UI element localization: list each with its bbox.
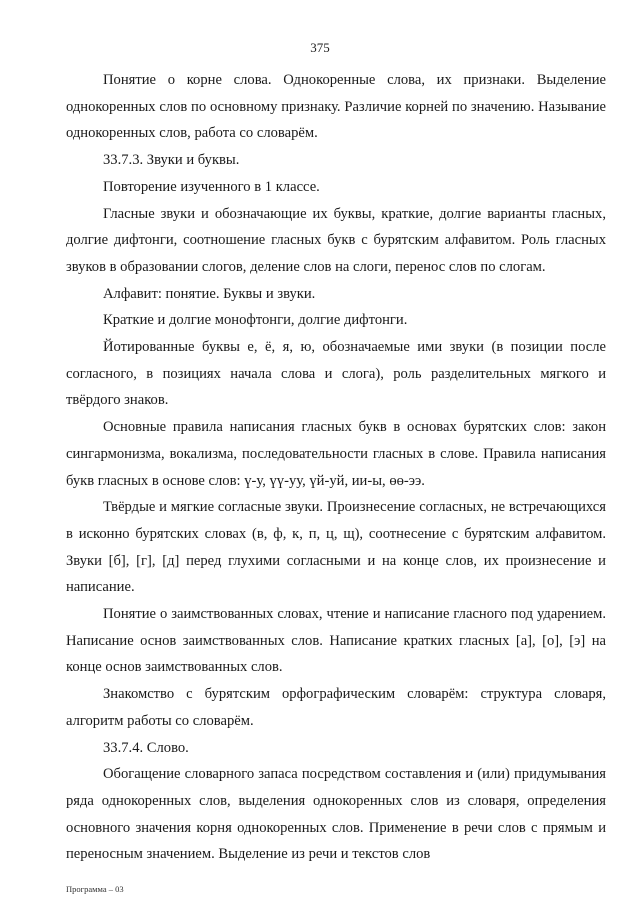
paragraph-root-concept: Понятие о корне слова. Однокоренные слова, их признаки. Выделение однокоренных слов по основному признаку. Различие корней по значению. Называние однокоренных слов, работа со словарём.	[66, 72, 606, 142]
page-number: 375	[310, 40, 330, 55]
paragraph-vocabulary: Обогащение словарного запаса посредством составления и (или) придумывания ряда однокоренных слов, выделения однокоренных слов из словаря, определения основного значения корня однокоренных слов. Применение в речи слов с прямым и переносным значением. Выделение из речи и текстов слов	[66, 766, 606, 863]
paragraph-loanwords: Понятие о заимствованных словах, чтение и написание гласного под ударением. Написание основ заимствованных слов. Написание кратких гласных [а], [о], [э] на конце основ заимствованных слов.	[66, 606, 606, 676]
paragraph-vowel-rules: Основные правила написания гласных букв в основах бурятских слов: закон сингармонизма, вокализма, последовательности гласных в слове. Правила написания букв гласных в основе слов: ү-у, үү-уу, үй-уй, ии-ы, өө-ээ.	[66, 419, 606, 489]
paragraph-monophthongs: Краткие и долгие монофтонги, долгие дифтонги.	[103, 312, 408, 329]
paragraph-dictionary: Знакомство с бурятским орфографическим словарём: структура словаря, алгоритм работы со словарём.	[66, 686, 606, 729]
section-heading-word: 33.7.4. Слово.	[103, 739, 189, 756]
page-body	[66, 67, 606, 868]
paragraph-iotated-letters: Йотированные буквы е, ё, я, ю, обозначаемые ими звуки (в позиции после согласного, в позициях начала слова и слога), роль разделительных мягкого и твёрдого знаков.	[66, 339, 606, 409]
paragraph-review: Повторение изученного в 1 классе.	[103, 178, 320, 195]
paragraph-alphabet: Алфавит: понятие. Буквы и звуки.	[103, 285, 316, 302]
paragraph-consonants: Твёрдые и мягкие согласные звуки. Произнесение согласных, не встречающихся в исконно бурятских словах (в, ф, к, п, ц, щ), соотнесение с бурятским алфавитом. Звуки [б], [г], [д] перед глухими согласными и на конце слов, их произнесение и написание.	[66, 499, 606, 596]
page-footer: Программа – 03	[66, 884, 124, 894]
paragraph-vowels: Гласные звуки и обозначающие их буквы, краткие, долгие варианты гласных, долгие дифтонги, соотношение гласных букв с бурятским алфавитом. Роль гласных звуков в образовании слогов, деление слов на слоги, перенос слов по слогам.	[66, 205, 606, 275]
section-heading-sounds-letters: 33.7.3. Звуки и буквы.	[103, 152, 240, 169]
